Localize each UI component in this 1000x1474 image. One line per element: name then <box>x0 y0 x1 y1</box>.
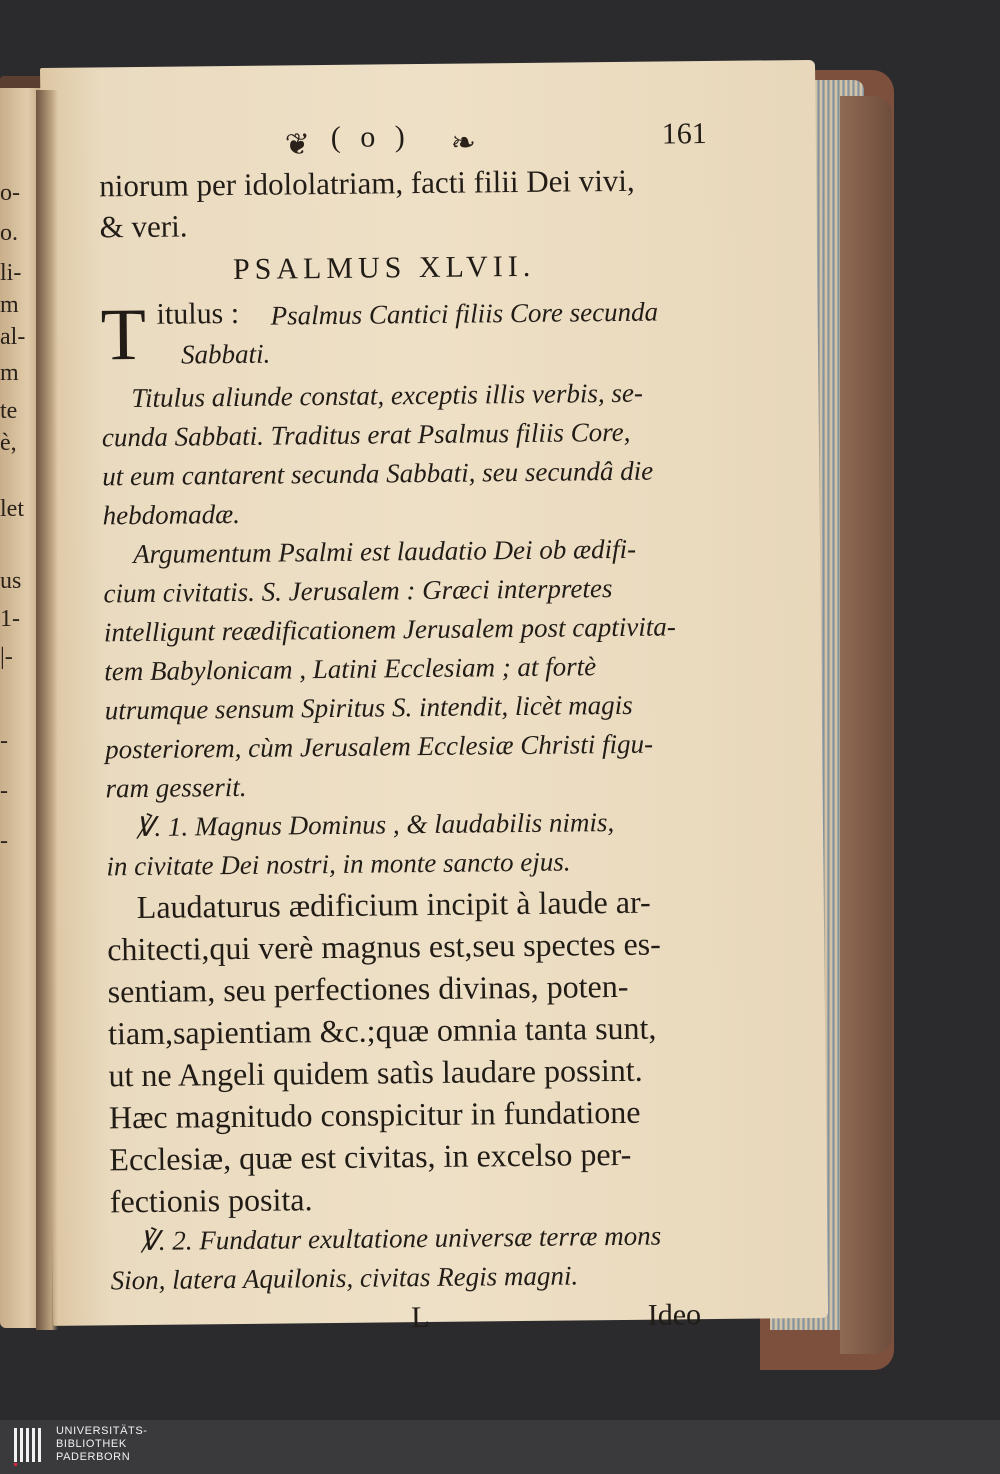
text-line: Sion, latera Aquilonis, civitas Regis magni. <box>110 1260 579 1296</box>
text-line: tem Babylonicam , Latini Ecclesiam ; at fortè <box>104 651 597 687</box>
text-line: Hæc magnitudo conspicitur in fundatione <box>108 1093 641 1136</box>
drop-cap: T <box>100 293 147 377</box>
titulus-word: itulus : <box>156 296 240 331</box>
page-text <box>99 117 720 1346</box>
catchword: Ideo <box>647 1298 702 1332</box>
left-page-fragment: m <box>0 292 19 318</box>
left-page-fragment: let <box>0 496 24 522</box>
text-line: cium civitatis. S. Jerusalem : Græci interpretes <box>103 573 613 609</box>
left-page-fragment: |- <box>0 644 13 670</box>
text-line: tiam,sapientiam &c.;quæ omnia tanta sunt, <box>107 1009 657 1052</box>
logo-line: BIBLIOTHEK <box>56 1438 127 1450</box>
paragraph-argumentum <box>103 529 714 808</box>
titulus-text: Sabbati. <box>180 338 271 370</box>
left-page-fragment: è, <box>0 430 17 456</box>
paragraph-titulus <box>101 373 711 535</box>
back-cover-edge <box>840 96 892 1354</box>
text-line: sentiam, seu perfectiones divinas, poten- <box>107 967 629 1010</box>
left-page-fragment: te <box>0 398 18 424</box>
gutter-shadow <box>36 90 58 1330</box>
psalm-title: PSALMUS XLVII. <box>232 249 536 286</box>
text-line: intelligunt reædificationem Jerusalem post captivita- <box>103 611 676 648</box>
verse-2 <box>110 1216 719 1300</box>
left-page-fragment: li- <box>0 260 22 286</box>
left-page-fragment: - <box>0 728 8 754</box>
text-line: & veri. <box>99 208 188 245</box>
text-line: in civitate Dei nostri, in monte sancto ejus. <box>106 846 571 882</box>
text-line: niorum per idololatriam, facti filii Dei vivi, <box>99 162 635 204</box>
text-line: posteriorem, cùm Jerusalem Ecclesiæ Christi figu- <box>104 728 654 765</box>
logo-line: UNIVERSITÄTS- <box>56 1425 148 1437</box>
paragraph-commentary <box>107 880 718 1222</box>
text-line: chitecti,qui verè magnus est,seu spectes es- <box>107 925 661 968</box>
left-page-fragment: m <box>0 360 19 386</box>
text-line: Titulus aliunde constat, exceptis illis verbis, se- <box>131 377 644 414</box>
ornament-right-icon: ❧ <box>450 125 477 161</box>
left-page-fragment: o- <box>0 180 20 206</box>
left-page-fragment: 1- <box>0 606 20 632</box>
text-line: Laudaturus ædificium incipit à laude ar- <box>136 883 651 926</box>
text-line: ram gesserit. <box>105 771 247 804</box>
text-line: ut ne Angeli quidem satìs laudare possint. <box>108 1051 643 1094</box>
header-center: ( o ) <box>330 120 411 154</box>
left-page-fragment: al- <box>0 324 26 350</box>
running-header <box>99 117 707 165</box>
intro-lines <box>99 159 708 247</box>
text-line: hebdomadæ. <box>102 498 241 531</box>
right-page <box>40 60 828 1335</box>
library-logo-icon <box>12 1426 48 1468</box>
text-line: utrumque sensum Spiritus S. intendit, licèt magis <box>104 689 633 726</box>
left-page-fragment: - <box>0 778 8 804</box>
library-logo-text <box>56 1425 148 1464</box>
text-line: Ecclesiæ, quæ est civitas, in excelso per- <box>109 1135 632 1178</box>
left-page-fragment: us <box>0 568 22 594</box>
titulus-text: Psalmus Cantici filiis Core secunda <box>270 296 659 331</box>
logo-line: PADERBORN <box>56 1451 131 1463</box>
text-line: fectionis posita. <box>109 1181 313 1220</box>
titulus <box>100 289 709 379</box>
left-page-fragment: - <box>0 828 8 854</box>
text-line: ut eum cantarent secunda Sabbati, seu secundâ die <box>102 455 654 492</box>
ornament-left-icon: ❦ <box>284 127 311 163</box>
text-line: ℣. 2. Fundatur exultatione universæ terræ mons <box>140 1220 662 1257</box>
signature-mark: L <box>410 1300 430 1335</box>
text-line: Argumentum Psalmi est laudatio Dei ob ædifi- <box>132 533 637 570</box>
page-number: 161 <box>661 117 707 151</box>
page-footer <box>111 1298 719 1346</box>
left-page-fragment: o. <box>0 220 18 246</box>
verse-1 <box>106 802 715 886</box>
text-line: cunda Sabbati. Traditus erat Psalmus filiis Core, <box>101 416 631 453</box>
text-line: ℣. 1. Magnus Dominus , & laudabilis nimis, <box>135 807 615 843</box>
library-footer-bar <box>0 1420 1000 1474</box>
